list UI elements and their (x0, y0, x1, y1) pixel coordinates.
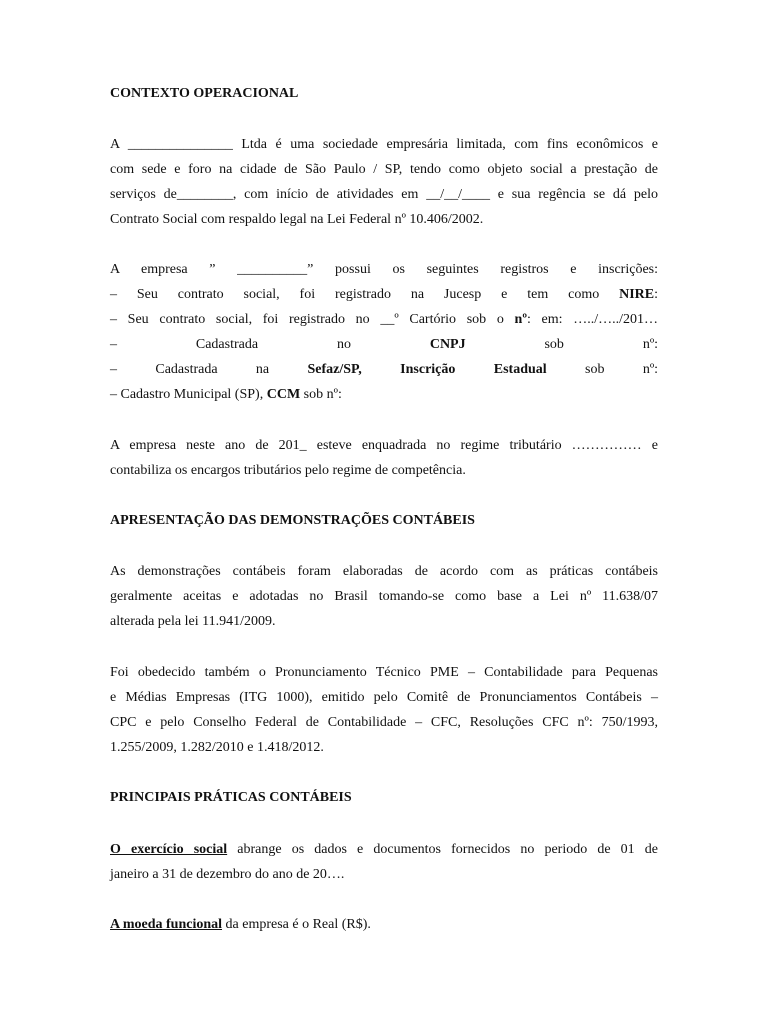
text-span: nº: (642, 337, 659, 352)
text-line: As demonstrações contábeis foram elaboradas de acordo com as práticas contábeis (110, 564, 658, 579)
text-line: A empresa neste ano de 201_ esteve enquadrada no regime tributário …………… e (110, 438, 658, 453)
text-line (110, 840, 658, 860)
text-line: geralmente aceitas e adotadas no Brasil tomando-se como base a Lei nº 11.638/07 (110, 589, 658, 604)
text-span: da empresa é o Real (R$). (222, 917, 371, 932)
text-span: Cadastrada (195, 337, 259, 352)
underlined-term: A moeda funcional (110, 917, 223, 932)
registro-nire (110, 285, 658, 305)
text-span: – Seu contrato social, foi registrado no __º Cartório sob o (110, 312, 515, 327)
text-span: : (654, 287, 658, 302)
text-line (110, 915, 658, 935)
text-line: contabiliza os encargos tributários pelo regime de competência. (110, 463, 466, 478)
text-line: alterada pela lei 11.941/2009. (110, 614, 276, 629)
registro-ccm (110, 385, 658, 405)
section-title-principais: PRINCIPAIS PRÁTICAS CONTÁBEIS (110, 790, 352, 805)
text-span: nº: (642, 362, 659, 377)
bold-term: NIRE (619, 287, 655, 302)
registro-sefaz (110, 360, 658, 380)
text-line: A _______________ Ltda é uma sociedade empresária limitada, com fins econômicos e (110, 137, 658, 152)
text-span: na (255, 362, 308, 377)
section-title-apresentacao: APRESENTAÇÃO DAS DEMONSTRAÇÕES CONTÁBEIS (110, 513, 475, 528)
text-span: : em: …../…../201… (526, 312, 659, 327)
bold-term: CNPJ (429, 337, 466, 352)
text-span: no (336, 337, 430, 352)
text-line: janeiro a 31 de dezembro do ano de 20…. (110, 867, 345, 882)
text-span: – Cadastro Municipal (SP), (110, 387, 267, 402)
bold-term: CCM (266, 387, 301, 402)
text-span: abrange os dados e documentos fornecidos no periodo de 01 de (227, 842, 658, 857)
text-span: sob (465, 337, 564, 352)
text-line: Foi obedecido também o Pronunciamento Técnico PME – Contabilidade para Pequenas (110, 665, 658, 680)
bold-term: nº (514, 312, 527, 327)
text-line: com sede e foro na cidade de São Paulo / SP, tendo como objeto social a prestação de (110, 162, 658, 177)
bold-term: Estadual (493, 362, 547, 377)
section-title-contexto: CONTEXTO OPERACIONAL (110, 86, 299, 101)
registro-cartorio (110, 310, 658, 330)
text-line: CPC e pelo Conselho Federal de Contabilidade – CFC, Resoluções CFC nº: 750/1993, (110, 715, 658, 730)
bold-term: Inscrição (400, 362, 456, 377)
text-line: Contrato Social com respaldo legal na Lei Federal nº 10.406/2002. (110, 212, 484, 227)
bold-term: Sefaz/SP, (307, 362, 362, 377)
text-span: Cadastrada (155, 362, 218, 377)
text-span: – (110, 362, 117, 377)
text-span: – (110, 337, 117, 352)
text-line: serviços de________, com início de atividades em __/__/____ e sua regência se dá pelo (110, 187, 658, 202)
text-line: e Médias Empresas (ITG 1000), emitido pelo Comitê de Pronunciamentos Contábeis – (110, 690, 658, 705)
text-span: sob nº: (300, 387, 342, 402)
text-span: sob (546, 362, 605, 377)
text-line: A empresa ” __________” possui os seguintes registros e inscrições: (110, 262, 658, 277)
underlined-term: O exercício social (110, 842, 228, 857)
text-span: – Seu contrato social, foi registrado na Jucesp e tem como (110, 287, 620, 302)
text-line: 1.255/2009, 1.282/2010 e 1.418/2012. (110, 740, 324, 755)
registro-cnpj (110, 335, 658, 355)
